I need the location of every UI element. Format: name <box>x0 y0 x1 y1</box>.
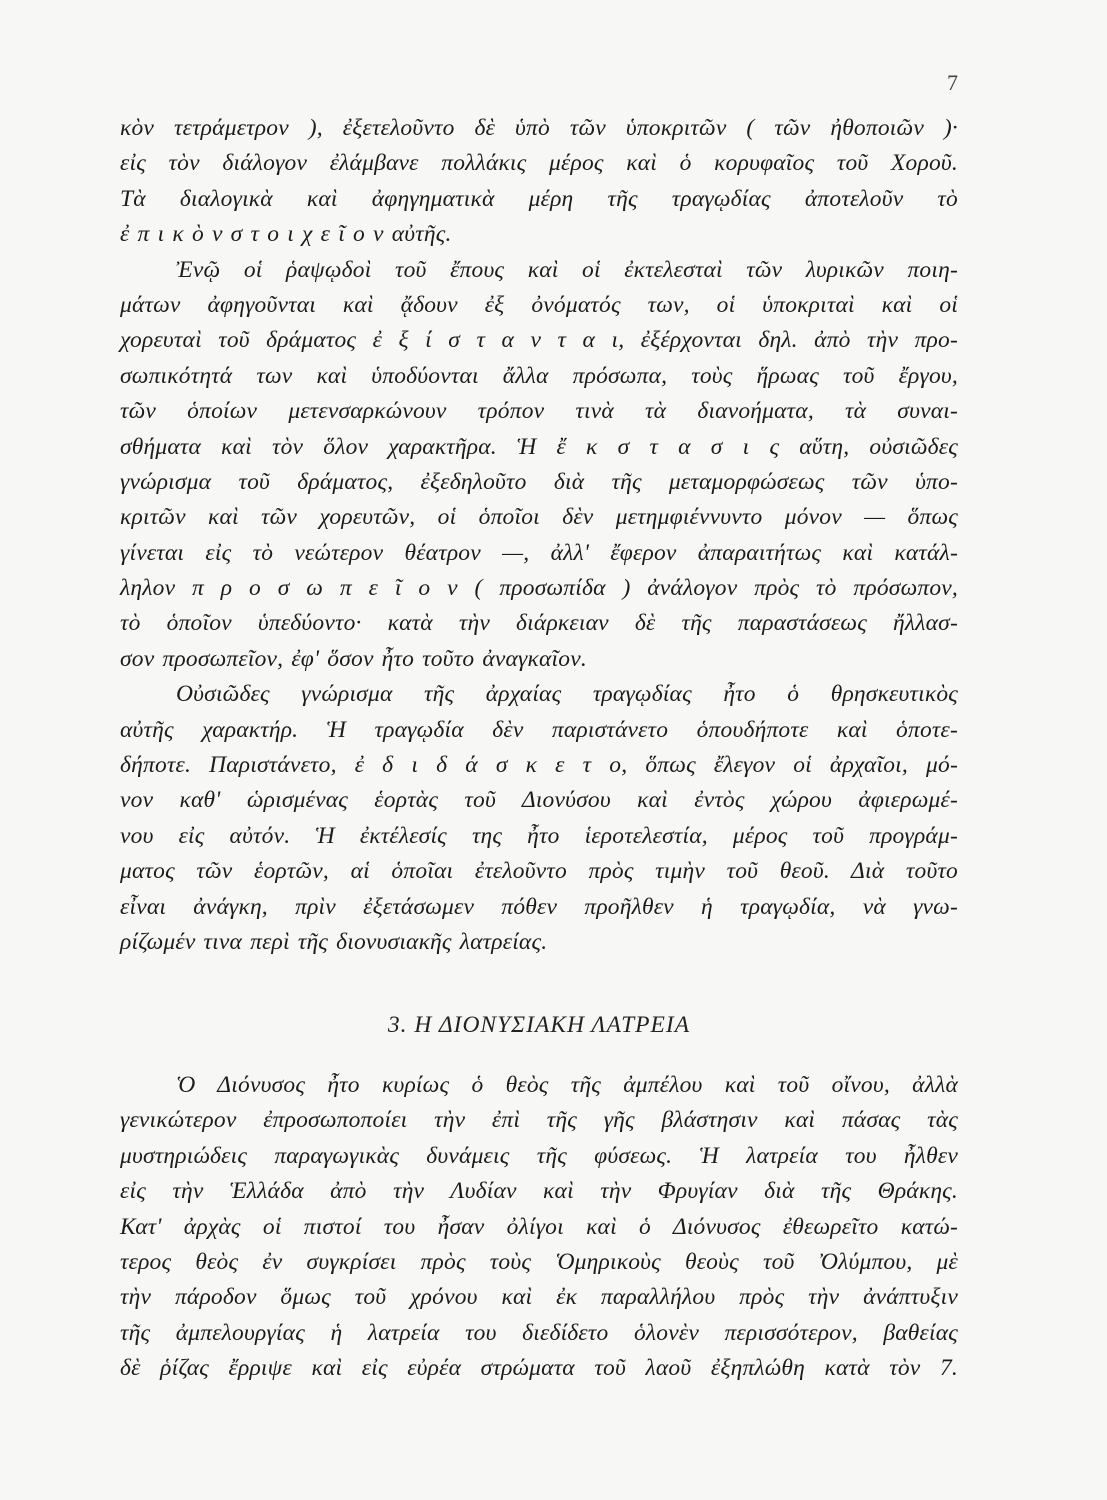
text-line: εἰς τὸν διάλογον ἐλάμβανε πολλάκις μέρος καὶ ὁ κορυφαῖος τοῦ Χοροῦ. <box>120 150 958 177</box>
text-line: κὸν τετράμετρον ), ἐξετελοῦντο δὲ ὑπὸ τῶν ὑποκριτῶν ( τῶν ἠθοποιῶν )· <box>120 115 958 141</box>
text-line: ἐ π ι κ ὸ ν σ τ ο ι χ ε ῖ ο ν αὐτῆς. <box>120 221 452 248</box>
text-line: κριτῶν καὶ τῶν χορευτῶν, οἱ ὁποῖοι δὲν μετημφιέννυντο μόνον — ὅπως <box>120 504 958 531</box>
text-line: δήποτε. Παριστάνετο, ἐ δ ι δ ά σ κ ε τ ο, ὅπως ἔλεγον οἱ ἀρχαῖοι, μό- <box>120 752 958 779</box>
text-line: αὐτῆς χαρακτήρ. Ἡ τραγῳδία δὲν παριστάνετο ὁπουδήποτε καὶ ὁποτε- <box>120 716 958 743</box>
text-line: εἶναι ἀνάγκη, πρὶν ἐξετάσωμεν πόθεν προῆλθεν ἡ τραγῳδία, νὰ γνω- <box>120 893 958 920</box>
page-number: 7 <box>947 70 958 95</box>
text-line: τῶν ὁποίων μετενσαρκώνουν τρόπον τινὰ τὰ διανοήματα, τὰ συναι- <box>120 398 958 425</box>
text-line: δὲ ῥίζας ἔρριψε καὶ εἰς εὐρέα στρώματα τοῦ λαοῦ ἐξηπλώθη κατὰ τὸν 7. <box>120 1355 958 1382</box>
body-text-section-1 <box>120 111 958 960</box>
text-line: Τὰ διαλογικὰ καὶ ἀφηγηματικὰ μέρη τῆς τραγῳδίας ἀποτελοῦν τὸ <box>120 185 958 212</box>
text-line: Οὐσιῶδες γνώρισμα τῆς ἀρχαίας τραγῳδίας ἦτο ὁ θρησκευτικὸς <box>176 681 958 708</box>
text-line: τερος θεὸς ἐν συγκρίσει πρὸς τοὺς Ὁμηρικοὺς θεοὺς τοῦ Ὀλύμπου, μὲ <box>120 1248 958 1275</box>
text-line: νον καθ' ὡρισμένας ἑορτὰς τοῦ Διονύσου καὶ ἐντὸς χώρου ἀφιερωμέ- <box>120 787 958 814</box>
text-line: Ὁ Διόνυσος ἦτο κυρίως ὁ θεὸς τῆς ἀμπέλου καὶ τοῦ οἴνου, ἀλλὰ <box>176 1072 958 1098</box>
text-line: σον προσωπεῖον, ἐφ' ὅσον ἦτο τοῦτο ἀναγκαῖον. <box>120 645 587 672</box>
text-line: ρίζωμέν τινα περὶ τῆς διονυσιακῆς λατρείας. <box>120 928 548 955</box>
text-line: μάτων ἀφηγοῦνται καὶ ᾄδουν ἐξ ὀνόματός των, οἱ ὑποκριταὶ καὶ οἱ <box>120 291 958 318</box>
text-line: εἰς τὴν Ἑλλάδα ἀπὸ τὴν Λυδίαν καὶ τὴν Φρυγίαν διὰ τῆς Θράκης. <box>120 1178 958 1205</box>
text-line: ματος τῶν ἑορτῶν, αἱ ὁποῖαι ἐτελοῦντο πρὸς τιμὴν τοῦ θεοῦ. Διὰ τοῦτο <box>120 858 958 885</box>
text-line: ληλον π ρ ο σ ω π ε ῖ ο ν ( προσωπίδα ) ἀνάλογον πρὸς τὸ πρόσωπον, <box>120 575 958 602</box>
text-line: Ἐνῷ οἱ ῥαψῳδοὶ τοῦ ἔπους καὶ οἱ ἐκτελεσταὶ τῶν λυρικῶν ποιη- <box>176 256 958 283</box>
text-line: νου εἰς αὐτόν. Ἡ ἐκτέλεσίς της ἦτο ἱεροτελεστία, μέρος τοῦ προγράμ- <box>120 822 958 849</box>
text-line: χορευταὶ τοῦ δράματος ἐ ξ ί σ τ α ν τ α ι, ἐξέρχονται δηλ. ἀπὸ τὴν προ- <box>120 327 958 354</box>
text-line: τὸ ὁποῖον ὑπεδύοντο· κατὰ τὴν διάρκειαν δὲ τῆς παραστάσεως ἤλλασ- <box>120 610 958 637</box>
body-text-section-2 <box>120 1068 958 1387</box>
text-line: γνώρισμα τοῦ δράματος, ἐξεδηλοῦτο διὰ τῆς μεταμορφώσεως τῶν ὑπο- <box>120 468 958 495</box>
section-heading: 3. Η ΔΙΟΝΥΣΙΑΚΗ ΛΑΤΡΕΙΑ <box>387 1012 691 1038</box>
text-line: τὴν πάροδον ὅμως τοῦ χρόνου καὶ ἐκ παραλλήλου πρὸς τὴν ἀνάπτυξιν <box>120 1284 958 1311</box>
text-line: γίνεται εἰς τὸ νεώτερον θέατρον —, ἀλλ' ἔφερον ἀπαραιτήτως καὶ κατάλ- <box>120 539 958 566</box>
text-line: σωπικότητά των καὶ ὑποδύονται ἄλλα πρόσωπα, τοὺς ἥρωας τοῦ ἔργου, <box>120 362 958 389</box>
text-line: γενικώτερον ἐπροσωποποίει τὴν ἐπὶ τῆς γῆς βλάστησιν καὶ πάσας τὰς <box>120 1107 958 1134</box>
text-line: σθήματα καὶ τὸν ὅλον χαρακτῆρα. Ἡ ἔ κ σ τ α σ ι ς αὕτη, οὐσιῶδες <box>120 433 958 460</box>
text-line: Κατ' ἀρχὰς οἱ πιστοί του ἦσαν ὀλίγοι καὶ ὁ Διόνυσος ἐθεωρεῖτο κατώ- <box>120 1213 958 1240</box>
text-line: τῆς ἀμπελουργίας ἡ λατρεία του διεδίδετο ὁλονὲν περισσότερον, βαθείας <box>120 1319 958 1346</box>
text-line: μυστηριώδεις παραγωγικὰς δυνάμεις τῆς φύσεως. Ἡ λατρεία του ἦλθεν <box>120 1142 958 1169</box>
